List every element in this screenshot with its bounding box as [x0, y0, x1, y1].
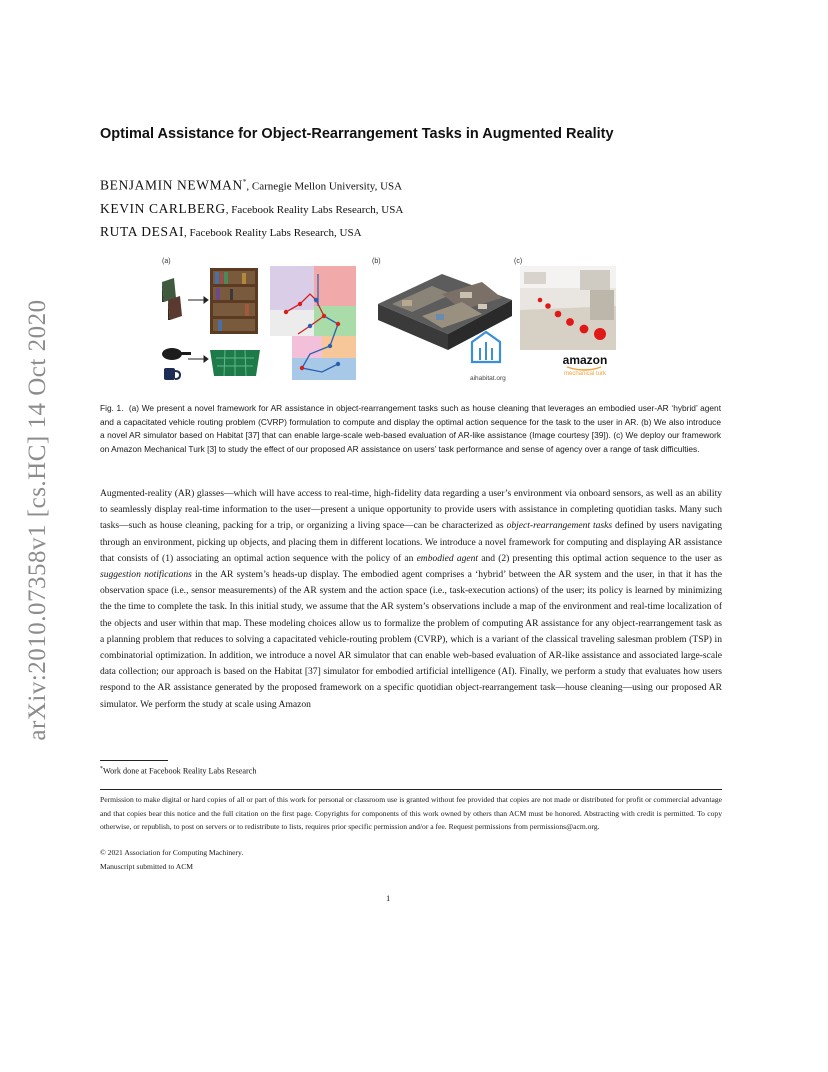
teaser-figure	[160, 258, 616, 388]
book-icon	[168, 296, 182, 320]
cvrp-floorplan-map	[270, 266, 356, 380]
body-text-run: in the AR system’s heads-up display. The embodied agent comprises a ‘hybrid’ between the AR system and the user, in that it has the observation space (i.e., sensor measurements) of the AR system and the action space (i.e., task-execution actions) of the user; its policy is learned by minimizing the the time to complete the task. In this initial study, we assume that the AR system’s observations include a map of the environment and real-time localization of the objects and user within that map. These modeling choices allow us to formalize the problem of computing AR assistance for any object-rearrangement task as a planning problem that reduces to solving a capacitated vehicle-routing problem (CVRP), which is a variant of the classical traveling salesman problem (TSP) in combinatorial optimization. In addition, we introduce a novel AR simulator that can enable web-based evaluation of AR-like assistance and associated large-scale data collection; our approach is based on the Habitat [37] simulator for embodied artificial intelligence (AI). Finally, we perform a study that evaluates how users respond to the AR assistance generated by the proposed framework on a specific quotidian object-rearrangement task—house cleaning—using our proposed AR simulator. We perform the study at scale using Amazon	[100, 569, 722, 710]
footnote-mark: *	[100, 766, 103, 772]
author-entry	[100, 198, 720, 222]
figure-panel-c	[514, 258, 618, 388]
author-name: BENJAMIN NEWMAN	[100, 177, 243, 193]
amazon-wordmark: amazon	[562, 353, 608, 367]
panel-b-illustration	[372, 264, 520, 384]
mturk-wordmark: mechanical turk	[563, 371, 607, 377]
page-number: 1	[386, 893, 391, 903]
body-text-run: Augmented-reality (AR) glasses—which will have access to real-time, high-fidelity data regarding a user’s environment via onboard sensors, as well as an ability to seamlessly display real-time information to the user—present a unique opportunity to provide users with assistance in completing quotidian tasks. Many such tasks—such as house cleaning, packing for a trip, or organizing a living space—can be characterized as	[100, 488, 722, 532]
mug-icon	[164, 368, 180, 380]
manuscript-note: Manuscript submitted to ACM	[100, 862, 194, 871]
amazon-mturk-logo	[552, 354, 618, 377]
panel-a-label: (a)	[162, 258, 171, 265]
paper-title: Optimal Assistance for Object-Rearrangement Tasks in Augmented Reality	[100, 126, 614, 142]
author-entry	[100, 172, 720, 198]
author-name: KEVIN CARLBERG	[100, 200, 226, 216]
body-paragraph	[100, 486, 722, 713]
habitat-3d-house-render	[378, 274, 512, 350]
footnote-text: Work done at Facebook Reality Labs Research	[103, 766, 257, 776]
author-name: RUTA DESAI	[100, 224, 185, 240]
body-text-run: and (2) presenting this optimal action sequence to the user as	[478, 552, 722, 564]
panel-c-label: (c)	[514, 258, 523, 265]
frying-pan-icon	[162, 348, 191, 360]
author-footnote-mark: *	[242, 178, 247, 186]
bookshelf-icon	[210, 268, 258, 334]
laundry-basket-icon	[210, 350, 260, 376]
arxiv-stamp	[0, 0, 60, 1072]
body-emphasis: object-rearrangement tasks	[506, 520, 613, 532]
author-affiliation: , Facebook Reality Labs Research, USA	[184, 227, 362, 240]
aihabitat-url: aihabitat.org	[470, 375, 506, 382]
panel-c-illustration	[520, 266, 624, 350]
copyright-notice: © 2021 Association for Computing Machinery.	[100, 848, 244, 857]
figure-caption	[100, 402, 721, 456]
permission-divider	[100, 789, 722, 790]
caption-label: Fig. 1.	[100, 403, 124, 413]
body-emphasis: suggestion notifications	[100, 569, 192, 581]
author-affiliation: , Facebook Reality Labs Research, USA	[225, 203, 404, 216]
aihabitat-logo-icon	[472, 332, 500, 362]
arxiv-stamp-text: arXiv:2010.07358v1 [cs.HC] 14 Oct 2020	[24, 299, 51, 741]
footnote	[100, 766, 257, 776]
figure-panel-b	[372, 258, 523, 388]
body-emphasis: embodied agent	[416, 552, 479, 564]
author-list	[100, 172, 720, 245]
panel-a-illustration	[160, 264, 358, 384]
author-affiliation: , Carnegie Mellon University, USA	[246, 180, 403, 193]
footnote-divider	[100, 760, 168, 761]
author-entry	[100, 221, 720, 245]
permission-notice: Permission to make digital or hard copies of all or part of this work for personal or classroom use is granted without fee provided that copies are not made or distributed for profit or commercial advantage and that copies bear this notice and the full citation on the first page. Copyrights for components of this work owned by others than ACM must be honored. Abstracting with credit is permitted. To copy otherwise, or republish, to post on servers or to redistribute to lists, requires prior specific permission and/or a fee. Request permissions from permissions@acm.org.	[100, 795, 722, 832]
figure-panel-a	[160, 258, 358, 388]
body-text-run: defined by users navigating through an environment, picking up objects, and placing them in different locations. We introduce a novel framework for computing and displaying AR assistance that consists of (1) associating an optimal action sequence with the policy of an	[100, 520, 723, 564]
caption-text: (a) We present a novel framework for AR assistance in object-rearrangement tasks such as house cleaning that leverages an embodied user-AR ‘hybrid’ agent and a capacitated vehicle routing problem (CVRP) formulation to compute and display the optimal action sequence for the task to the user in AR. (b) We also introduce a novel AR simulator based on Habitat [37] that can enable large-scale web-based evaluation of AR-like assistance (Image courtesy [39]). (c) We deploy our framework on Amazon Mechanical Turk [3] to study the effect of our proposed AR assistance on users’ task performance and sense of agency over a range of task difficulties.	[100, 403, 722, 454]
panel-b-label: (b)	[372, 258, 381, 265]
